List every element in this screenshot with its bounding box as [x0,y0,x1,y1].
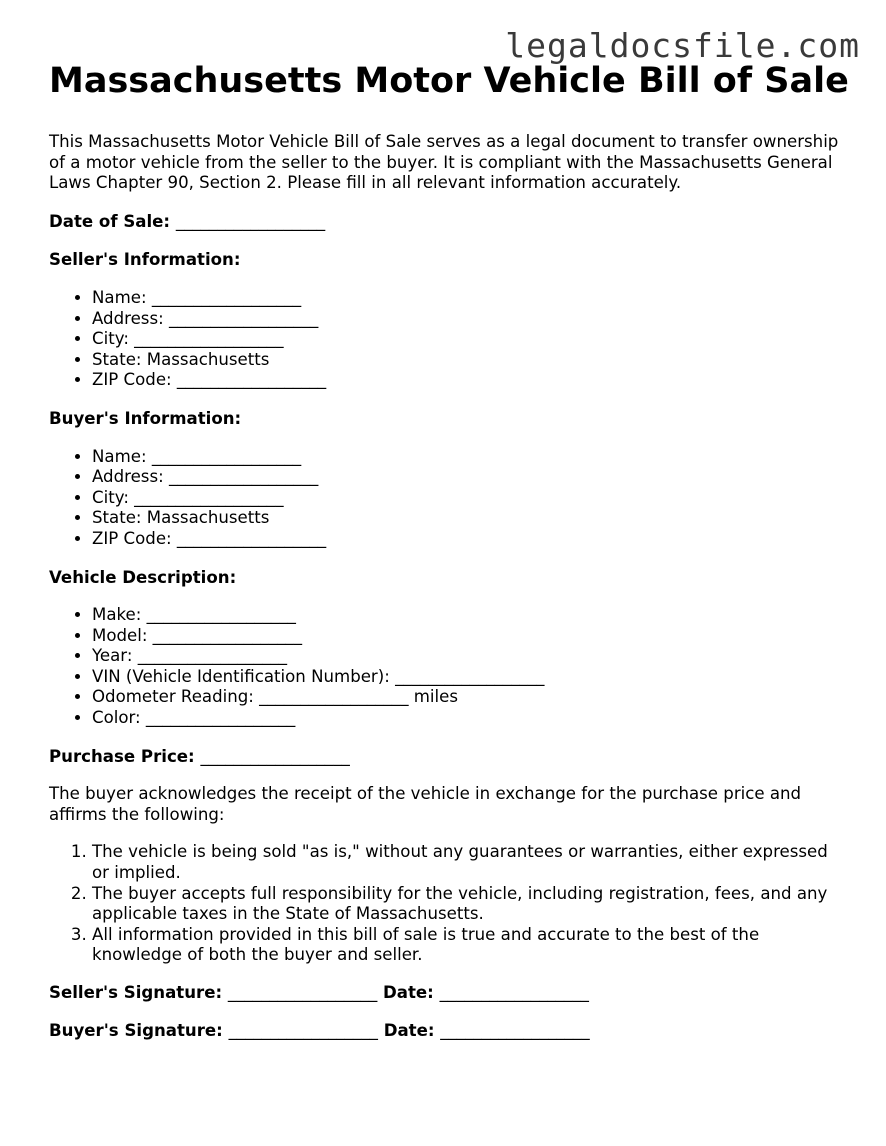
date-of-sale [49,212,849,233]
vehicle-make: • Make: __________________ [92,605,849,626]
buyer-signature-blank: __________________ [228,1020,378,1040]
vehicle-color: • Color: __________________ [92,708,849,729]
seller-date-blank: __________________ [439,983,589,1002]
seller-zip: • ZIP Code: __________________ [92,370,849,391]
buyer-city: • City: __________________ [92,488,849,509]
acknowledgement-paragraph: The buyer acknowledges the receipt of the vehicle in exchange for the purchase price and affirms the following: [49,784,802,824]
seller-date-label: Date: [383,983,434,1002]
buyer-date-label: Date: [383,1020,435,1040]
buyer-date-blank: __________________ [440,1020,590,1040]
buyer-zip: • ZIP Code: __________________ [92,529,849,550]
vehicle-vin: • VIN (Vehicle Identification Number): __________________ [92,667,849,688]
seller-signature-line [49,983,849,1004]
vehicle-year: • Year: __________________ [92,646,849,667]
seller-list [49,288,849,391]
vehicle-list [49,605,849,729]
purchase-price-blank: __________________ [200,746,350,766]
vehicle-heading: Vehicle Description: [49,567,237,587]
page-title: Massachusetts Motor Vehicle Bill of Sale [49,61,849,101]
buyer-address: • Address: __________________ [92,467,849,488]
document-body [49,60,849,1041]
vehicle-model: • Model: __________________ [92,626,849,647]
buyer-signature-label: Buyer's Signature: [49,1020,223,1040]
intro-paragraph: This Massachusetts Motor Vehicle Bill of Sale serves as a legal document to transfer ownership of a motor vehicle from the seller to the buyer. It is compliant with the Massachusetts General Laws Chapter 90, Section 2. Please fill in all relevant information accurately. [49,132,839,193]
seller-city: • City: __________________ [92,329,849,350]
affirmations-list [49,842,849,966]
affirmation-item: 1. The vehicle is being sold "as is," without any guarantees or warranties, either expressed or implied. [92,842,849,883]
affirmation-item: 2. The buyer accepts full responsibility for the vehicle, including registration, fees, and any applicable taxes in the State of Massachusetts. [92,884,849,925]
vehicle-odometer: • Odometer Reading: __________________ miles [92,687,849,708]
seller-signature-label: Seller's Signature: [49,983,223,1002]
watermark: legaldocsfile.com [505,26,860,65]
buyer-name: • Name: __________________ [92,447,849,468]
buyer-signature-line [49,1021,849,1042]
seller-state: • State: Massachusetts [92,350,849,371]
affirmation-item: 3. All information provided in this bill of sale is true and accurate to the best of the knowledge of both the buyer and seller. [92,925,849,966]
purchase-price-label: Purchase Price: [49,746,195,766]
seller-heading: Seller's Information: [49,250,241,270]
date-of-sale-label: Date of Sale: [49,211,171,231]
seller-address: • Address: __________________ [92,309,849,330]
buyer-state: • State: Massachusetts [92,508,849,529]
seller-name: • Name: __________________ [92,288,849,309]
date-of-sale-blank: __________________ [175,211,326,231]
purchase-price [49,747,849,768]
buyer-list [49,447,849,550]
buyer-heading: Buyer's Information: [49,408,242,428]
seller-signature-blank: __________________ [227,983,378,1002]
